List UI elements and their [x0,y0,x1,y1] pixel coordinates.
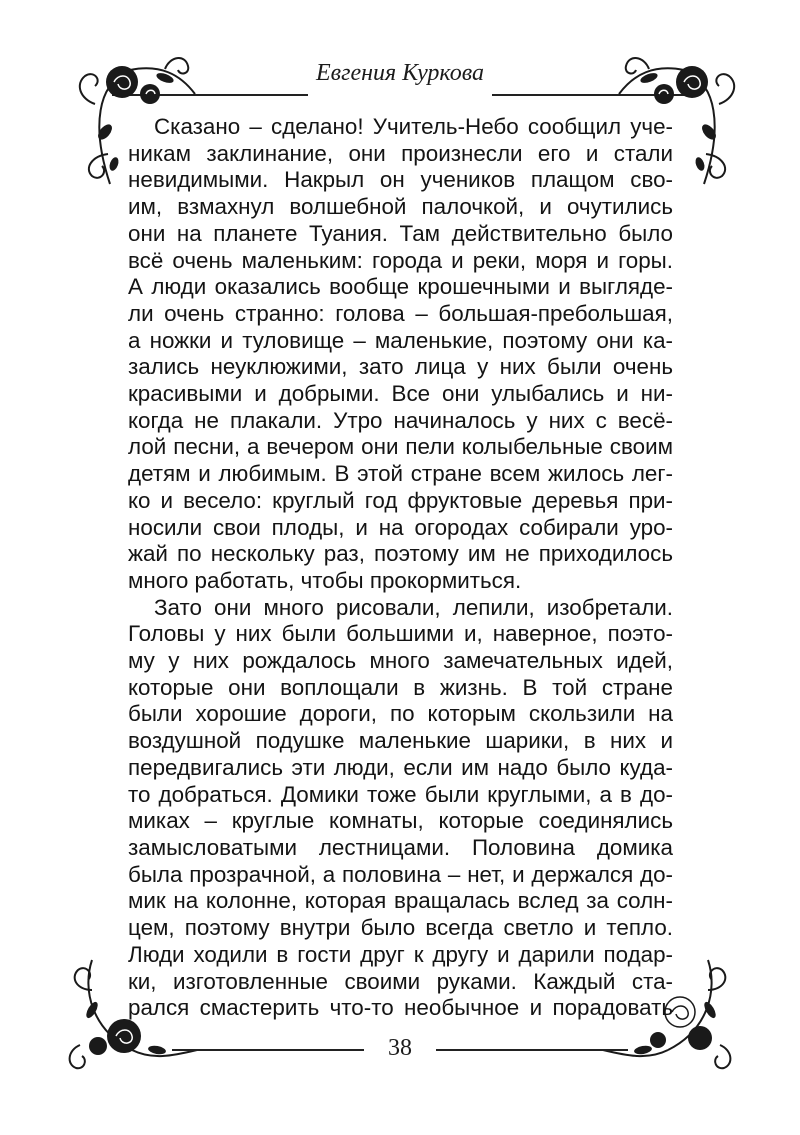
text-line: детям и любимым. В этой стране всем жилось лег- [128,461,673,487]
text-line: ко и весело: круглый год фруктовые деревья при- [128,487,673,513]
text-line: носили свои плоды, и на огородах собирали уро- [128,514,673,540]
text-line: Сказано – сделано! Учитель-Небо сообщил уче- [154,114,673,139]
text-line: зались неуклюжими, зато лица у них были очень [128,354,673,380]
text-line: цем, поэтому внутри было всегда светло и тепло. [128,915,673,941]
text-line: Головы у них были большими и, наверное, поэто- [128,621,673,647]
body-text [128,114,673,1022]
text-line: которые они воплощали в жизнь. В той стране [128,674,673,700]
text-line: то добраться. Домики тоже были круглыми, а в до- [128,781,673,807]
text-line: ли очень странно: голова – большая-пребольшая, [128,300,673,326]
text-line: Люди ходили в гости друг к другу и дарили подар- [128,941,673,967]
text-line: замысловатыми лестницами. Половина домика [128,834,673,860]
text-line: невидимыми. Накрыл он учеников плащом сво- [128,167,673,193]
text-line: были хорошие дороги, по которым скользили на [128,701,673,727]
text-line: красивыми и добрыми. Все они улыбались и ни- [128,381,673,407]
text-line: рался смастерить что-то необычное и порадовать [128,995,673,1021]
text-line: А люди оказались вообще крошечными и выгляде- [128,274,673,300]
paragraph [128,595,673,1022]
text-line: миках – круглые комнаты, которые соединялись [128,808,673,834]
text-line: была прозрачной, а половина – нет, и держался до- [128,861,673,887]
text-line: ки, изготовленные своими руками. Каждый ста- [128,968,673,994]
text-line: жай по нескольку раз, поэтому им не приходилось [128,541,673,567]
text-line: Зато они много рисовали, лепили, изобретали. [154,594,673,620]
text-line: воздушной подушке маленькие шарики, в них и [128,728,673,754]
text-line: всё очень маленьким: города и реки, моря и горы. [128,247,673,273]
text-line: му у них рождалось много замечательных идей, [128,648,673,674]
text-line: никам заклинание, они произнесли его и стали [128,140,673,166]
text-line: передвигались эти люди, если им надо было куда- [128,754,673,780]
text-line: мик на колонне, которая вращалась вслед за солн- [128,888,673,914]
text-line: много работать, чтобы прокормиться. [128,567,522,593]
running-header-author: Евгения Куркова [316,60,484,86]
footer-rule-right [436,1049,628,1051]
text-line: а ножки и туловище – маленькие, поэтому они ка- [128,327,673,353]
text-line: лой песни, а вечером они пели колыбельные своим [128,434,673,460]
page-number: 38 [388,1035,412,1061]
paragraph [128,114,673,595]
text-line: им, взмахнул волшебной палочкой, и очутились [128,194,673,220]
text-line: когда не плакали. Утро начиналось у них с весё- [128,407,673,433]
text-line: они на планете Туания. Там действительно было [128,220,673,246]
